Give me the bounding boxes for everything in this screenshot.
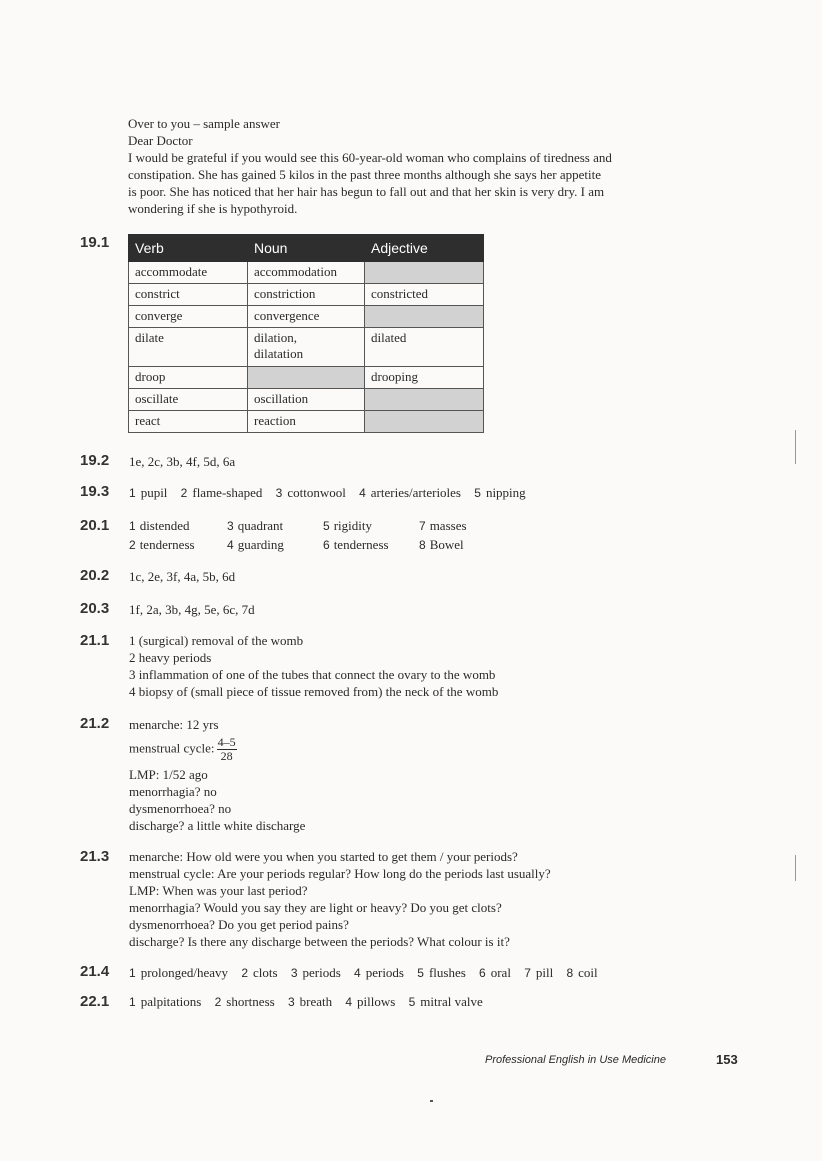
answer-item	[359, 484, 461, 502]
table-cell: constriction	[248, 284, 365, 306]
item-number: 4	[354, 966, 361, 980]
answer-line: menorrhagia? Would you say they are light or heavy? Do you get clots?	[129, 900, 502, 915]
item-number: 6	[323, 538, 330, 552]
table-cell-blank	[365, 262, 484, 284]
item-number: 8	[419, 538, 426, 552]
exercise-number: 19.2	[80, 452, 110, 469]
item-number: 1	[129, 995, 136, 1009]
answer-item	[241, 964, 277, 982]
answer-item	[524, 964, 553, 982]
item-text: nipping	[485, 485, 526, 500]
table-cell: dilation, dilatation	[248, 328, 365, 367]
item-number: 2	[214, 995, 222, 1009]
answer-item	[129, 517, 227, 535]
answer-line: dysmenorrhoea? Do you get period pains?	[129, 917, 349, 932]
answer-line: menstrual cycle: Are your periods regular? How long do the periods last usually?	[129, 866, 551, 881]
table-row	[129, 306, 484, 328]
sample-answer-line: I would be grateful if you would see this 60-year-old woman who complains of tiredness and	[128, 150, 612, 165]
item-number: 5	[323, 519, 330, 533]
answer-item	[129, 536, 227, 554]
sample-answer-salutation: Dear Doctor	[128, 133, 193, 148]
item-text: cottonwool	[287, 485, 346, 500]
answer-line: menarche: How old were you when you started to get them / your periods?	[129, 849, 518, 864]
table-cell: oscillate	[129, 389, 248, 411]
answer-item	[566, 964, 597, 982]
answer-text: 1e, 2c, 3b, 4f, 5d, 6a	[129, 454, 236, 469]
table-cell: react	[129, 411, 248, 433]
answer-lines	[129, 848, 551, 950]
item-text: periods	[302, 965, 341, 980]
item-text: oral	[490, 965, 511, 980]
table-cell: dilate	[129, 328, 248, 367]
exercise-number: 21.3	[80, 848, 110, 865]
answer-item	[479, 964, 511, 982]
answer-item	[323, 536, 419, 554]
item-number: 1	[129, 966, 136, 980]
item-number: 4	[227, 538, 234, 552]
answer-item	[215, 993, 275, 1011]
table-cell: accommodation	[248, 262, 365, 284]
table-cell: droop	[129, 367, 248, 389]
answer-line: menorrhagia? no	[129, 784, 217, 799]
answer-item	[345, 993, 395, 1011]
item-text: Bowel	[429, 537, 464, 552]
answer-lines	[129, 716, 305, 834]
item-number: 3	[287, 995, 295, 1009]
item-text: distended	[139, 518, 190, 533]
answer-item	[323, 517, 419, 535]
item-number: 2	[180, 486, 188, 500]
answer-item	[419, 517, 515, 535]
answer-line: 1 (surgical) removal of the womb	[129, 633, 304, 648]
exercise-number: 19.1	[80, 234, 110, 251]
table-row	[129, 262, 484, 284]
answer-text: 1c, 2e, 3f, 4a, 5b, 6d	[129, 569, 236, 584]
item-number: 5	[408, 995, 416, 1009]
column-header-adjective: Adjective	[365, 235, 484, 262]
exercise-number: 21.4	[80, 963, 110, 980]
answer-line: 2 heavy periods	[129, 650, 212, 665]
item-number: 7	[419, 519, 426, 533]
item-text: guarding	[237, 537, 284, 552]
answer-list	[129, 964, 608, 982]
table-cell-blank	[365, 306, 484, 328]
table-cell: constrict	[129, 284, 248, 306]
answer-item	[291, 964, 341, 982]
answer-item	[354, 964, 404, 982]
answer-line: discharge? Is there any discharge between the periods? What colour is it?	[129, 934, 510, 949]
cycle-fraction	[217, 736, 237, 763]
item-text: masses	[429, 518, 467, 533]
answer-line: menarche: 12 yrs	[129, 717, 219, 732]
item-number: 3	[227, 519, 234, 533]
exercise-number: 21.1	[80, 632, 110, 649]
scan-mark	[795, 430, 796, 464]
table-cell: dilated	[365, 328, 484, 367]
sample-answer-line: wondering if she is hypothyroid.	[128, 201, 298, 216]
item-text: periods	[365, 965, 404, 980]
answer-item	[419, 536, 515, 554]
item-number: 2	[241, 966, 248, 980]
sample-answer-heading: Over to you – sample answer	[128, 116, 280, 131]
answer-item	[129, 964, 228, 982]
item-number: 2	[129, 538, 136, 552]
answer-item	[288, 993, 332, 1011]
answer-item	[181, 484, 263, 502]
answer-item	[227, 536, 323, 554]
table-cell: converge	[129, 306, 248, 328]
scan-mark	[795, 855, 796, 881]
item-number: 4	[359, 486, 366, 500]
table-cell: constricted	[365, 284, 484, 306]
sample-answer-line: is poor. She has noticed that her hair has begun to fall out and that her skin is very dry. I am	[128, 184, 605, 199]
item-text: pillows	[357, 994, 396, 1009]
table-cell: convergence	[248, 306, 365, 328]
item-text: tenderness	[333, 537, 389, 552]
answer-item	[129, 993, 201, 1011]
item-text: pupil	[140, 485, 168, 500]
answer-grid	[129, 517, 515, 554]
answer-line: discharge? a little white discharge	[129, 818, 306, 833]
answer-item	[276, 484, 346, 502]
exercise-number: 20.1	[80, 517, 110, 534]
answer-line: dysmenorrhoea? no	[129, 801, 232, 816]
exercise-number: 21.2	[80, 715, 110, 732]
item-number: 3	[290, 966, 298, 980]
column-header-noun: Noun	[248, 235, 365, 262]
sample-answer-line: constipation. She has gained 5 kilos in the past three months although she says her appetite	[128, 167, 601, 182]
item-text: arteries/arterioles	[370, 485, 461, 500]
answer-line: LMP: 1/52 ago	[129, 767, 208, 782]
book-title: Professional English in Use Medicine	[485, 1054, 666, 1066]
item-text: shortness	[226, 994, 275, 1009]
page-number: 153	[716, 1052, 738, 1067]
sample-answer	[128, 115, 688, 217]
answer-item	[417, 964, 466, 982]
item-text: prolonged/heavy	[140, 965, 229, 980]
table-row	[129, 367, 484, 389]
item-text: flame-shaped	[192, 485, 263, 500]
item-number: 1	[129, 486, 136, 500]
table-cell-blank	[248, 367, 365, 389]
word-forms-table	[128, 234, 484, 433]
table-cell-blank	[365, 411, 484, 433]
table-row	[129, 411, 484, 433]
scan-mark	[430, 1100, 433, 1102]
answer-list	[129, 993, 493, 1011]
answer-item	[227, 517, 323, 535]
item-text: palpitations	[140, 994, 202, 1009]
answer-line: 4 biopsy of (small piece of tissue removed from) the neck of the womb	[129, 684, 499, 699]
table-header-row	[129, 235, 484, 262]
item-text: quadrant	[237, 518, 284, 533]
table-row	[129, 328, 484, 367]
menstrual-cycle-line	[129, 736, 305, 763]
answer-lines	[129, 632, 498, 700]
exercise-number: 19.3	[80, 483, 110, 500]
table-cell: drooping	[365, 367, 484, 389]
exercise-number: 20.3	[80, 600, 110, 617]
item-text: breath	[299, 994, 333, 1009]
fraction-numerator: 4–5	[217, 735, 236, 749]
table-cell: accommodate	[129, 262, 248, 284]
column-header-verb: Verb	[129, 235, 248, 262]
item-number: 7	[524, 966, 531, 980]
answer-line: 3 inflammation of one of the tubes that connect the ovary to the womb	[129, 667, 496, 682]
item-text: coil	[578, 965, 598, 980]
item-number: 8	[566, 966, 574, 980]
answer-text: 1f, 2a, 3b, 4g, 5e, 6c, 7d	[129, 602, 255, 617]
table-cell-blank	[365, 389, 484, 411]
item-text: pill	[535, 965, 554, 980]
answer-line: LMP: When was your last period?	[129, 883, 308, 898]
cycle-label: menstrual cycle:	[129, 740, 215, 756]
item-number: 3	[275, 486, 283, 500]
answer-item	[129, 484, 167, 502]
item-number: 4	[345, 995, 353, 1009]
item-text: clots	[253, 965, 278, 980]
answer-item	[409, 993, 483, 1011]
item-number: 5	[474, 486, 481, 500]
answer-list	[129, 484, 536, 502]
item-number: 1	[129, 519, 136, 533]
table-row	[129, 389, 484, 411]
answer-item	[474, 484, 525, 502]
item-text: flushes	[428, 965, 466, 980]
table-row	[129, 284, 484, 306]
item-number: 6	[479, 966, 486, 980]
exercise-number: 22.1	[80, 993, 110, 1010]
item-text: mitral valve	[420, 994, 483, 1009]
table-cell: oscillation	[248, 389, 365, 411]
fraction-denominator: 28	[220, 749, 233, 763]
item-number: 5	[417, 966, 424, 980]
table-cell: reaction	[248, 411, 365, 433]
item-text: rigidity	[333, 518, 372, 533]
item-text: tenderness	[139, 537, 195, 552]
exercise-number: 20.2	[80, 567, 110, 584]
